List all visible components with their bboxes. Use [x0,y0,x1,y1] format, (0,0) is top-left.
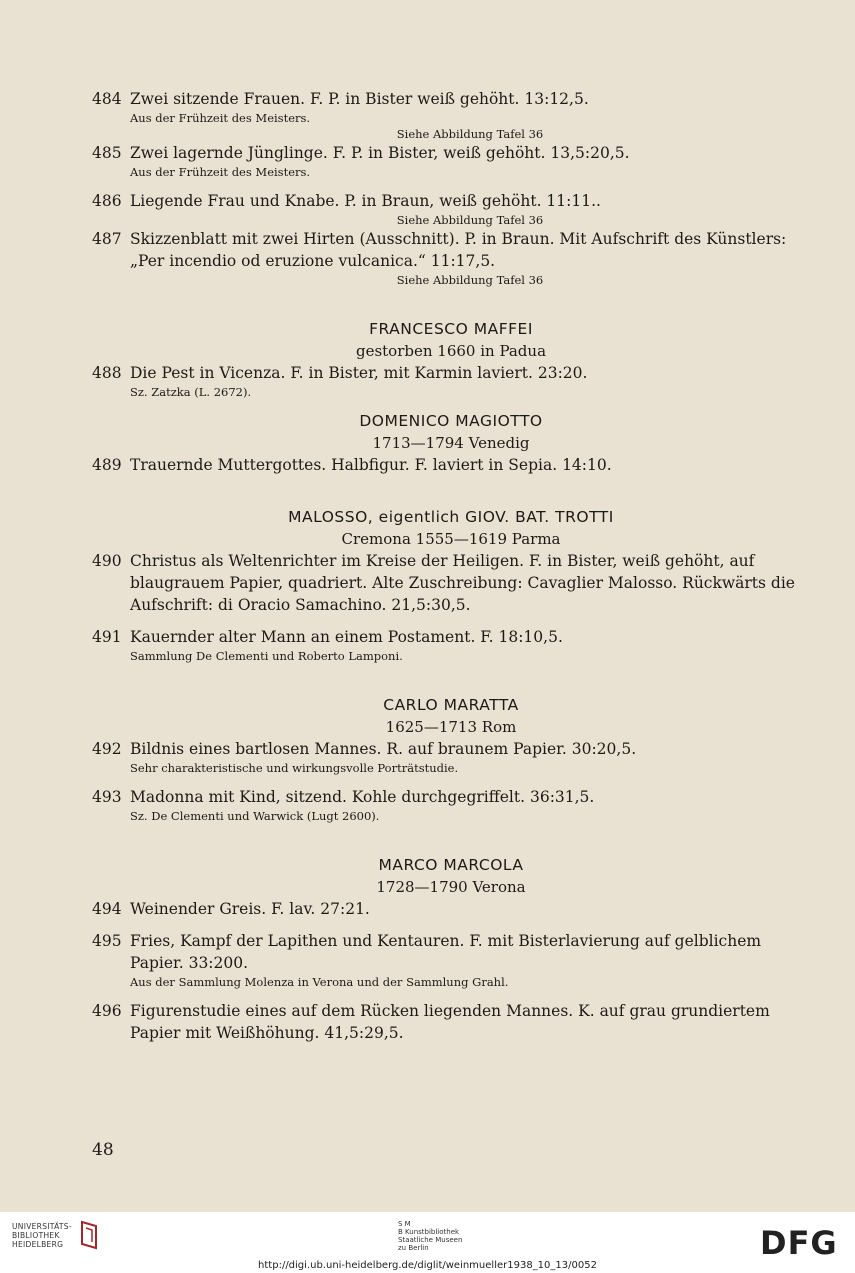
artist-heading: FRANCESCO MAFFEI [369,320,533,338]
logo-line: Staatliche Museen [398,1236,463,1244]
catalog-entry [92,738,810,760]
entry-note: Aus der Frühzeit des Meisters. [130,165,311,179]
entry-text: Liegende Frau und Knabe. P. in Braun, weiß gehöht. 11:11.. [130,192,601,210]
logo-line: B Kunstbibliothek [398,1228,460,1236]
entry-number: 495 [92,932,122,950]
entry-number: 496 [92,1002,122,1020]
artist-heading: DOMENICO MAGIOTTO [359,412,543,430]
catalog-entry [92,190,810,212]
entry-number: 494 [92,900,122,918]
catalog-entry [92,1000,810,1044]
artist-dates: 1713—1794 Venedig [372,434,530,452]
entry-number: 491 [92,628,122,646]
entry-text: Fries, Kampf der Lapithen und Kentauren. F. mit Bisterlavierung auf gelblichem Papier. 33:200. [130,932,762,972]
artist-heading: MARCO MARCOLA [378,856,524,874]
entry-number: 485 [92,144,122,162]
entry-text: Skizzenblatt mit zwei Hirten (Ausschnitt). P. in Braun. Mit Aufschrift des Künstlers: „Per incendio od eruzione vulcanica.“ 11:17,5. [130,230,787,270]
entry-text: Bildnis eines bartlosen Mannes. R. auf braunem Papier. 30:20,5. [130,740,637,758]
university-seal-icon [78,1220,100,1250]
page-number: 48 [92,1140,114,1160]
entry-text: Trauernde Muttergottes. Halbfigur. F. laviert in Sepia. 14:10. [130,456,612,474]
entry-text: Christus als Weltenrichter im Kreise der Heiligen. F. in Bister, weiß gehöht, auf blaugrauem Papier, quadriert. Alte Zuschreibung: Cavaglier Malosso. Rückwärts die Aufschrift: di Oracio Samachino. 21,5:30,5. [130,552,795,614]
entry-number: 484 [92,90,122,108]
entry-number: 489 [92,456,122,474]
entry-number: 490 [92,552,122,570]
entry-note: Aus der Frühzeit des Meisters. [130,111,311,125]
viewer-footer [0,1212,855,1273]
catalog-entry [92,626,810,648]
entry-note: Sz. Zatzka (L. 2672). [130,385,252,399]
logo-line: zu Berlin [398,1244,429,1252]
entry-note: Sammlung De Clementi und Roberto Lamponi. [130,649,403,663]
entry-number: 486 [92,192,122,210]
catalog-entry [92,142,810,164]
plate-reference: Siehe Abbildung Tafel 36 [396,127,544,141]
artist-dates: 1625—1713 Rom [385,718,517,736]
artist-dates: gestorben 1660 in Padua [355,342,547,360]
catalog-entry [92,898,810,920]
catalog-entry [92,88,810,110]
entry-number: 487 [92,230,122,248]
catalog-entry [92,930,810,974]
museum-logo[interactable] [398,1220,462,1252]
entry-text: Zwei sitzende Frauen. F. P. in Bister weiß gehöht. 13:12,5. [130,90,589,108]
catalog-entry [92,454,810,476]
entry-number: 488 [92,364,122,382]
catalog-entry [92,228,810,272]
logo-line: UNIVERSITÄTS- [12,1222,72,1231]
catalog-entry [92,362,810,384]
catalog-entry [92,786,810,808]
logo-line: S M [398,1220,411,1228]
catalog-content [92,88,810,1044]
artist-dates: Cremona 1555—1619 Parma [341,530,561,548]
entry-number: 493 [92,788,122,806]
logo-line: HEIDELBERG [12,1240,64,1249]
entry-text: Figurenstudie eines auf dem Rücken liegenden Mannes. K. auf grau grundiertem Papier mit Weißhöhung. 41,5:29,5. [130,1002,770,1042]
entry-note: Aus der Sammlung Molenza in Verona und der Sammlung Grahl. [130,975,509,989]
entry-text: Die Pest in Vicenza. F. in Bister, mit Karmin laviert. 23:20. [130,364,588,382]
entry-note: Sz. De Clementi und Warwick (Lugt 2600). [130,809,380,823]
plate-reference: Siehe Abbildung Tafel 36 [396,273,544,287]
entry-text: Weinender Greis. F. lav. 27:21. [130,900,370,918]
university-library-logo[interactable] [12,1222,72,1249]
entry-note: Sehr charakteristische und wirkungsvolle Porträtstudie. [130,761,459,775]
plate-reference: Siehe Abbildung Tafel 36 [396,213,544,227]
entry-text: Madonna mit Kind, sitzend. Kohle durchgegriffelt. 36:31,5. [130,788,595,806]
entry-text: Kauernder alter Mann an einem Postament. F. 18:10,5. [130,628,563,646]
artist-heading: CARLO MARATTA [383,696,519,714]
dfg-logo[interactable]: DFG [760,1224,838,1262]
logo-line: BIBLIOTHEK [12,1231,60,1240]
permalink-url[interactable]: http://digi.ub.uni-heidelberg.de/diglit/weinmueller1938_10_13/0052 [258,1260,597,1271]
artist-dates: 1728—1790 Verona [376,878,526,896]
entry-number: 492 [92,740,122,758]
artist-heading: MALOSSO, eigentlich GIOV. BAT. TROTTI [288,508,614,526]
entry-text: Zwei lagernde Jünglinge. F. P. in Bister, weiß gehöht. 13,5:20,5. [130,144,630,162]
catalog-entry [92,550,810,616]
